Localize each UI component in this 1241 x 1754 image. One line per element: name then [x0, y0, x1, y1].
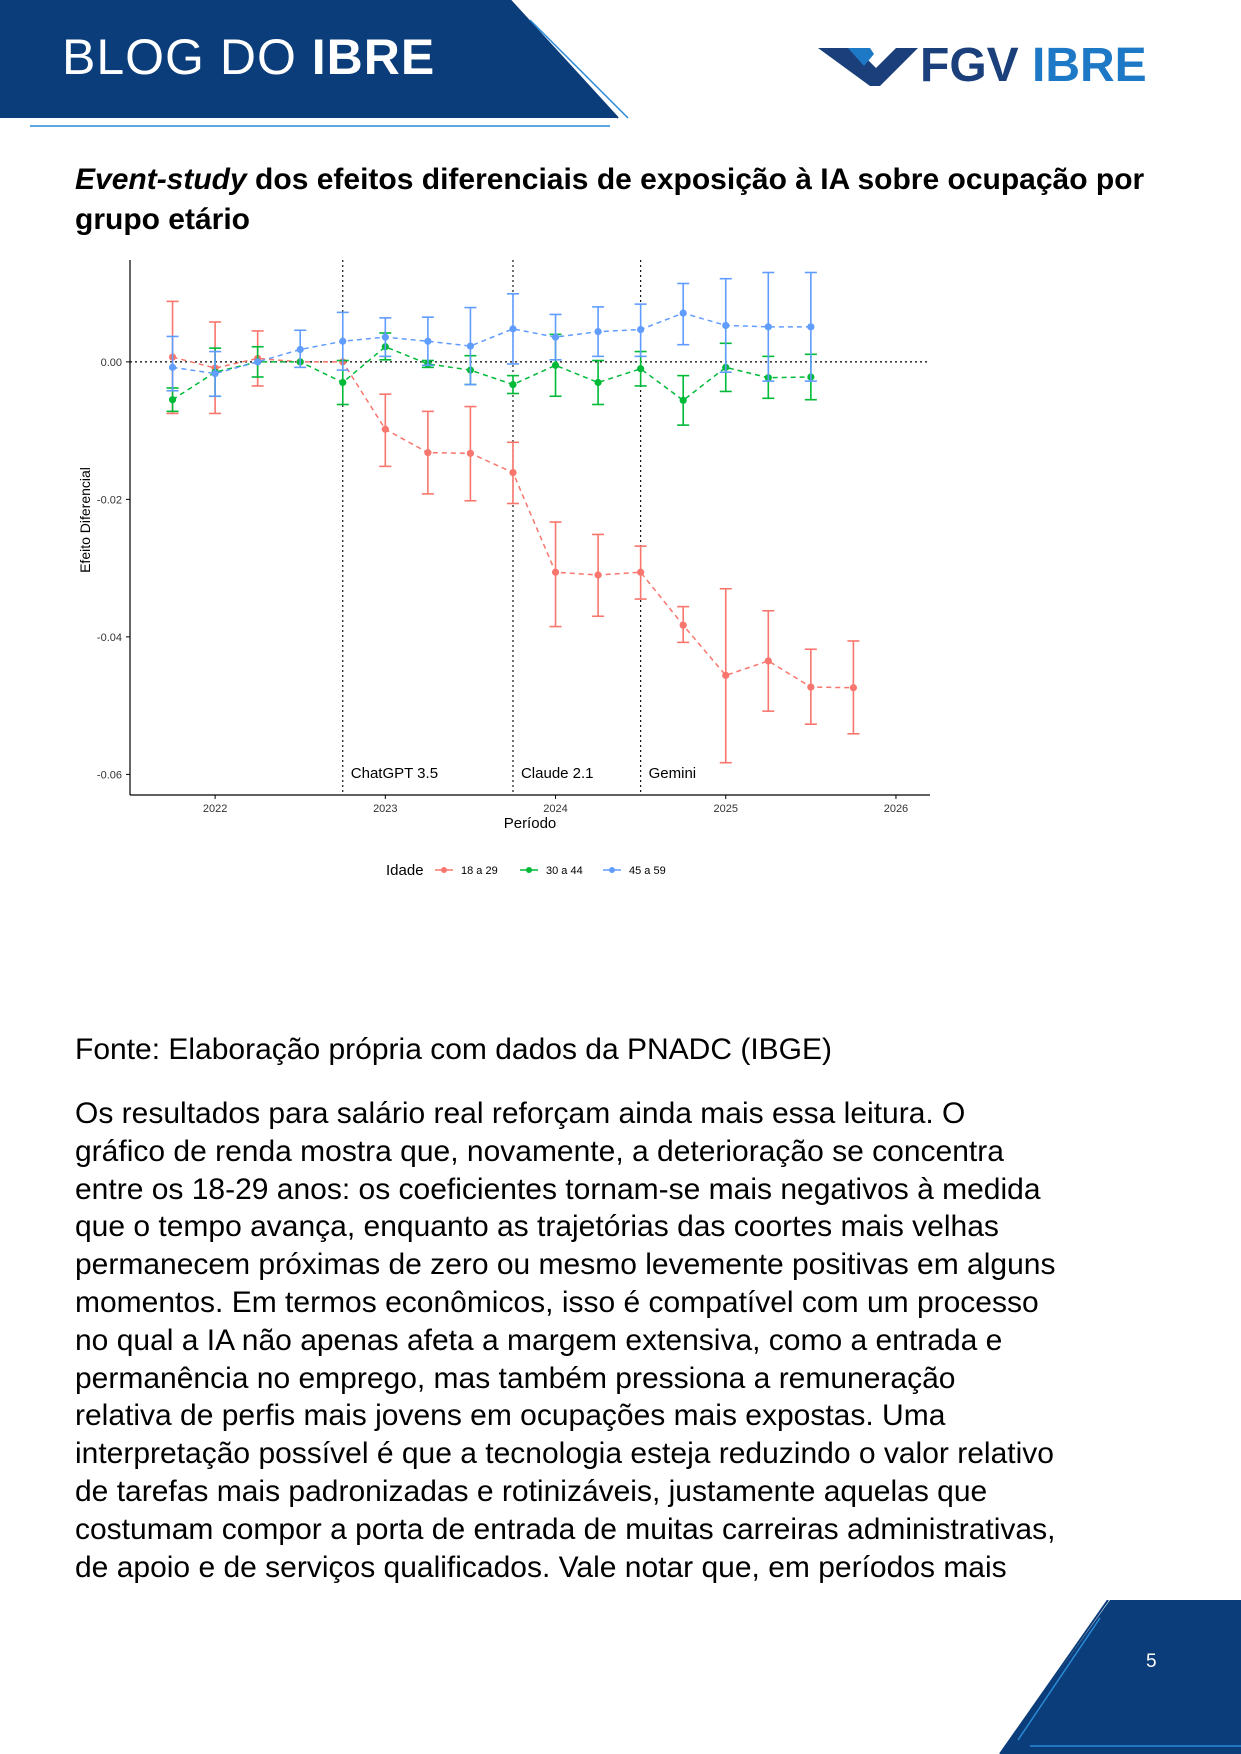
- logo-text-accent: IBRE: [1032, 39, 1147, 92]
- legend-key-point: [441, 867, 447, 873]
- data-point: [594, 379, 601, 386]
- data-point: [509, 469, 516, 476]
- event-study-chart: [70, 260, 1070, 980]
- data-point: [552, 334, 559, 341]
- figure-title: [75, 160, 1165, 240]
- page-number: 5: [1146, 1651, 1157, 1672]
- data-point: [807, 683, 814, 690]
- data-point: [722, 322, 729, 329]
- data-point: [509, 325, 516, 332]
- data-point: [254, 358, 261, 365]
- event-label: Gemini: [648, 765, 697, 782]
- data-point: [212, 370, 219, 377]
- event-label: Claude 2.1: [520, 765, 594, 782]
- blog-title-bold: IBRE: [311, 29, 436, 85]
- y-tick-label: -0.04: [96, 631, 122, 644]
- data-point: [680, 397, 687, 404]
- data-point: [765, 323, 772, 330]
- body-paragraph: Os resultados para salário real reforçam ainda mais essa leitura. O gráfico de renda mostra que, novamente, a deterioração se concentra entre os 18-29 anos: os coeficientes tornam-se mais negativos à medida que o tempo avança, enquanto as trajetórias das coortes mais velhas permanecem próximas de zero ou mesmo levemente positivas em alguns momentos. Em termos econômicos, isso é compatível com um processo no qual a IA não apenas afeta a margem extensiva, como a entrada e permanência no emprego, mas também pressiona a remuneração relativa de perfis mais jovens em ocupações mais expostas. Uma interpretação possível é que a tecnologia esteja reduzindo o valor relativo de tarefas mais padronizadas e rotinizáveis, justamente aquelas que costumam compor a porta de entrada de muitas carreiras administrativas, de apoio e de serviços qualificados. Vale notar que, em períodos mais: [75, 1097, 1056, 1584]
- event-label: ChatGPT 3.5: [350, 765, 439, 782]
- data-point: [552, 362, 559, 369]
- figure-title-italic: Event-study: [75, 163, 247, 196]
- data-point: [467, 342, 474, 349]
- data-point: [637, 365, 644, 372]
- data-point: [637, 569, 644, 576]
- data-point: [807, 323, 814, 330]
- x-tick-label: 2025: [713, 803, 738, 815]
- logo-text: [920, 38, 1147, 93]
- x-tick-label: 2024: [543, 803, 568, 815]
- data-point: [680, 622, 687, 629]
- legend-label: 18 a 29: [461, 865, 498, 877]
- series-line-2: [173, 313, 811, 374]
- series-line-1: [173, 347, 811, 401]
- data-point: [552, 569, 559, 576]
- y-tick-label: 0.00: [100, 356, 122, 369]
- footer-banner: [0, 1600, 1241, 1754]
- data-point: [339, 379, 346, 386]
- x-tick-label: 2026: [883, 803, 909, 815]
- data-point: [850, 684, 857, 691]
- data-point: [339, 338, 346, 345]
- y-tick-label: -0.02: [96, 494, 122, 507]
- legend-label: 45 a 59: [629, 865, 666, 877]
- legend-key-point: [526, 867, 532, 873]
- x-tick-label: 2022: [202, 803, 228, 815]
- y-tick-label: -0.06: [96, 769, 122, 782]
- source-note: Fonte: Elaboração própria com dados da PNADC (IBGE): [75, 1033, 833, 1066]
- data-point: [382, 334, 389, 341]
- legend-key-point: [609, 867, 615, 873]
- blog-title-light: BLOG DO: [62, 29, 312, 85]
- data-point: [680, 309, 687, 316]
- data-point: [722, 672, 729, 679]
- data-point: [169, 396, 176, 403]
- logo-text-main: FGV: [920, 39, 1033, 92]
- y-axis-label: Efeito Diferencial: [77, 467, 93, 573]
- legend-title: Idade: [386, 862, 424, 879]
- x-axis-label: Período: [503, 815, 557, 832]
- data-point: [297, 346, 304, 353]
- data-point: [765, 657, 772, 664]
- data-point: [594, 328, 601, 335]
- data-point: [594, 571, 601, 578]
- data-point: [424, 338, 431, 345]
- legend-label: 30 a 44: [546, 865, 583, 877]
- blog-title: [62, 28, 435, 86]
- data-point: [637, 326, 644, 333]
- data-point: [169, 364, 176, 371]
- figure-title-rest: dos efeitos diferenciais de exposição à IA sobre ocupação por grupo etário: [75, 163, 1145, 236]
- data-point: [424, 449, 431, 456]
- x-tick-label: 2023: [373, 803, 398, 815]
- data-point: [467, 450, 474, 457]
- data-point: [382, 426, 389, 433]
- data-point: [509, 381, 516, 388]
